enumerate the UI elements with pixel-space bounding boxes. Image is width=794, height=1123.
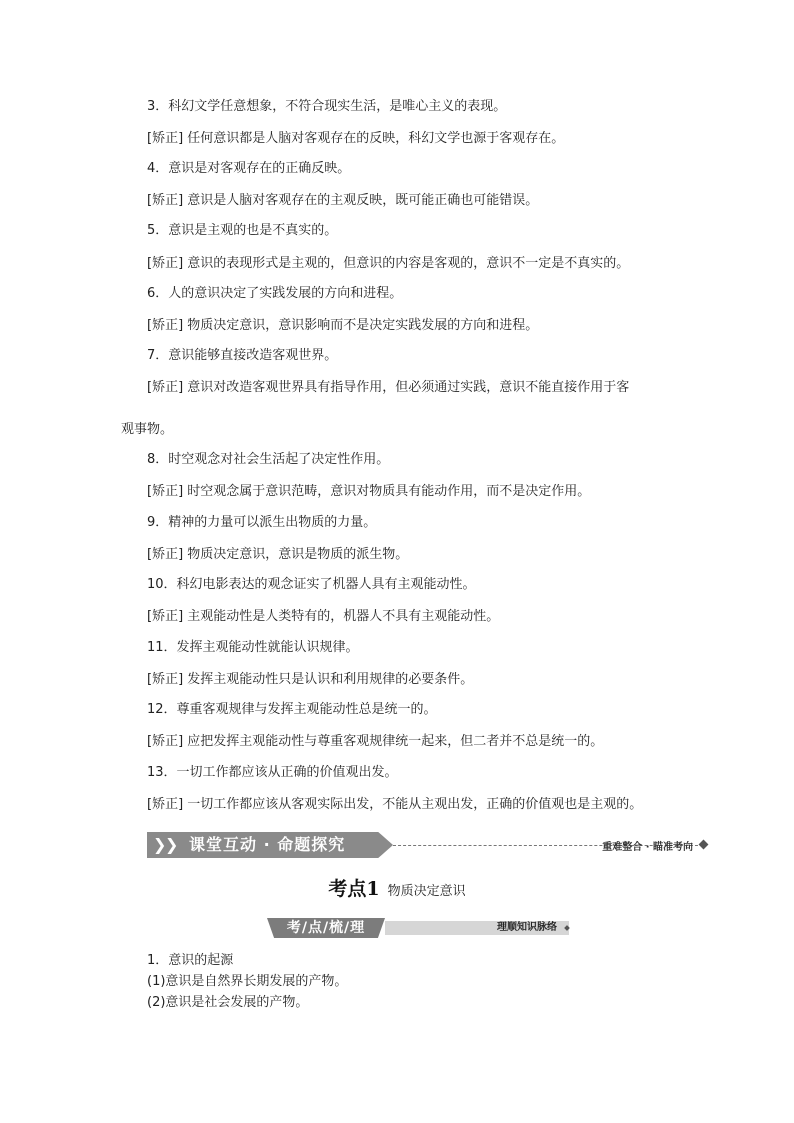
correction-tag: [矫正] bbox=[147, 131, 184, 146]
correction-text: 主观能动性是人类特有的，机器人不具有主观能动性。 bbox=[187, 609, 500, 624]
correction-tag: [矫正] bbox=[147, 380, 184, 395]
question-3: 3．科幻文学任意想象，不符合现实生活，是唯心主义的表现。 bbox=[147, 99, 507, 114]
correction-tag: [矫正] bbox=[147, 797, 184, 812]
correction-text: 一切工作都应该从客观实际出发，不能从主观出发，正确的价值观也是主观的。 bbox=[187, 797, 643, 812]
question-13: 13．一切工作都应该从正确的价值观出发。 bbox=[147, 765, 398, 780]
question-10: 10．科幻电影表达的观念证实了机器人具有主观能动性。 bbox=[147, 577, 476, 592]
question-4: 4．意识是对客观存在的正确反映。 bbox=[147, 161, 351, 176]
correction-5 bbox=[147, 255, 629, 273]
correction-text: 物质决定意识，意识影响而不是决定实践发展的方向和进程。 bbox=[187, 318, 539, 333]
chevron-right-icon: ❯ bbox=[153, 835, 167, 854]
section-title: 物质决定意识 bbox=[387, 884, 466, 899]
section-heading bbox=[0, 874, 794, 901]
correction-11 bbox=[147, 671, 473, 689]
correction-tag: [矫正] bbox=[147, 734, 184, 749]
section-number: 考点1 bbox=[328, 878, 380, 900]
question-6: 6．人的意识决定了实践发展的方向和进程。 bbox=[147, 286, 403, 301]
correction-tag: [矫正] bbox=[147, 193, 184, 208]
question-11: 11．发挥主观能动性就能认识规律。 bbox=[147, 640, 359, 655]
correction-text: 物质决定意识，意识是物质的派生物。 bbox=[187, 547, 409, 562]
sub-banner-subtitle: 理顺知识脉络 bbox=[497, 922, 557, 933]
question-12: 12．尊重客观规律与发挥主观能动性总是统一的。 bbox=[147, 702, 437, 717]
correction-text: 发挥主观能动性只是认识和利用规律的必要条件。 bbox=[187, 672, 474, 687]
correction-text: 意识的表现形式是主观的，但意识的内容是客观的，意识不一定是不真实的。 bbox=[187, 256, 630, 271]
correction-4 bbox=[147, 192, 538, 210]
correction-tag: [矫正] bbox=[147, 609, 184, 624]
correction-7 bbox=[147, 379, 629, 397]
question-5: 5．意识是主观的也是不真实的。 bbox=[147, 223, 338, 238]
banner-title: 课堂互动 · 命题探究 bbox=[189, 835, 346, 854]
question-8: 8．时空观念对社会生活起了决定性作用。 bbox=[147, 452, 390, 467]
correction-13 bbox=[147, 796, 642, 814]
correction-text: 时空观念属于意识范畴，意识对物质具有能动作用，而不是决定作用。 bbox=[187, 484, 591, 499]
correction-8 bbox=[147, 483, 590, 501]
correction-tag: [矫正] bbox=[147, 318, 184, 333]
correction-6 bbox=[147, 317, 538, 335]
diamond-icon bbox=[699, 840, 709, 850]
banner-subtitle: 重难整合 · 瞄准考向 bbox=[602, 842, 693, 853]
question-9: 9．精神的力量可以派生出物质的力量。 bbox=[147, 515, 377, 530]
correction-10 bbox=[147, 608, 499, 626]
section-banner bbox=[147, 832, 707, 858]
body-point-1: (1)意识是自然界长期发展的产物。 bbox=[147, 974, 348, 989]
correction-12 bbox=[147, 733, 603, 751]
chevron-right-icon: ❯ bbox=[165, 835, 179, 854]
correction-7-continued: 观事物。 bbox=[121, 422, 174, 437]
correction-3 bbox=[147, 130, 564, 148]
correction-text: 意识是人脑对客观存在的主观反映，既可能正确也可能错误。 bbox=[187, 193, 539, 208]
correction-text: 意识对改造客观世界具有指导作用，但必须通过实践，意识不能直接作用于客 bbox=[187, 380, 630, 395]
question-7: 7．意识能够直接改造客观世界。 bbox=[147, 348, 338, 363]
correction-text: 应把发挥主观能动性与尊重客观规律统一起来，但二者并不总是统一的。 bbox=[187, 734, 604, 749]
correction-tag: [矫正] bbox=[147, 547, 184, 562]
correction-tag: [矫正] bbox=[147, 256, 184, 271]
correction-tag: [矫正] bbox=[147, 672, 184, 687]
correction-tag: [矫正] bbox=[147, 484, 184, 499]
sub-banner bbox=[267, 918, 571, 938]
correction-9 bbox=[147, 546, 408, 564]
body-point-2: (2)意识是社会发展的产物。 bbox=[147, 995, 309, 1010]
correction-text: 任何意识都是人脑对客观存在的反映，科幻文学也源于客观存在。 bbox=[187, 131, 565, 146]
body-heading: 1．意识的起源 bbox=[147, 953, 234, 968]
sub-banner-title: 考/点/梳/理 bbox=[286, 920, 366, 936]
